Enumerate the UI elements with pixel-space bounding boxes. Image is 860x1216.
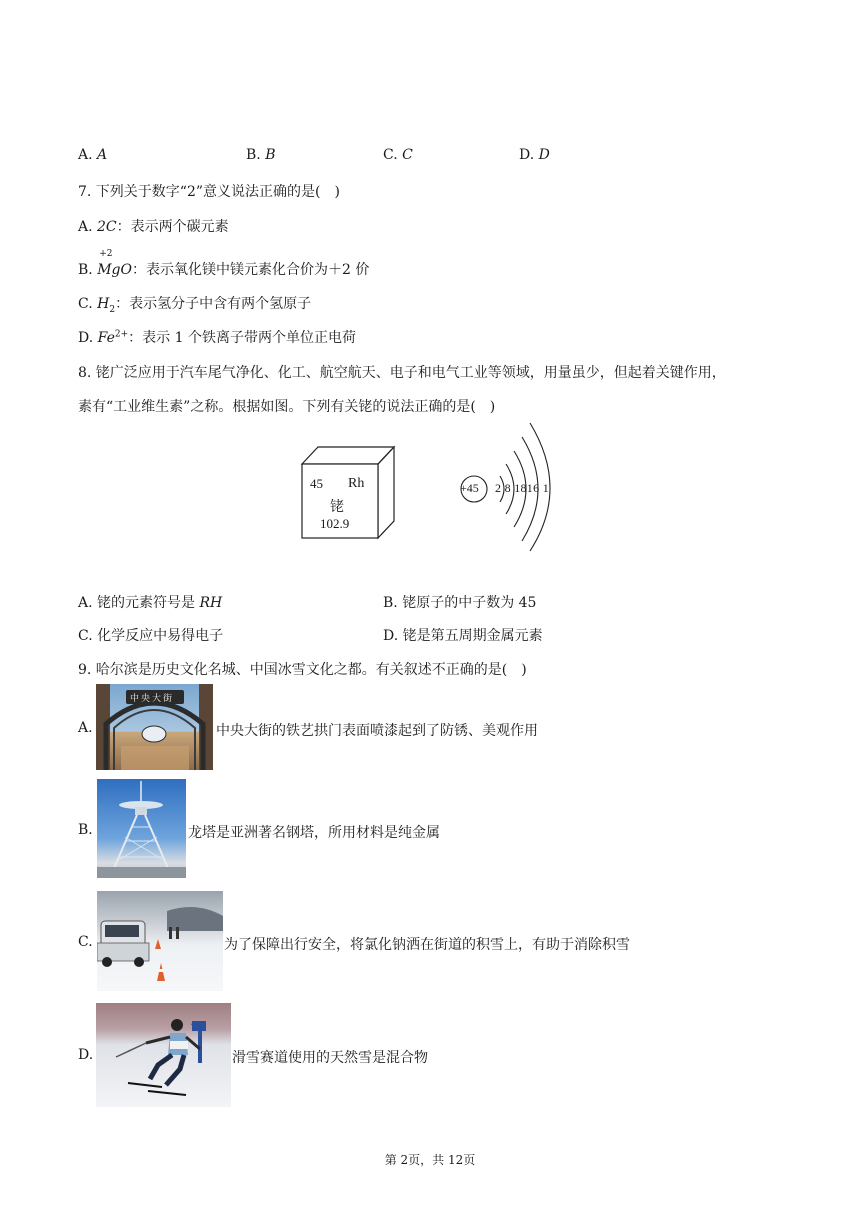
prev-option-b: B. B [246, 147, 276, 163]
nucleus-charge: +45 [460, 481, 479, 495]
element-name: 铑 [330, 499, 344, 515]
prev-option-a: A. A [78, 147, 108, 163]
atom-structure-figure [452, 418, 572, 553]
q9-option-d-text: 滑雪赛道使用的天然雪是混合物 [232, 1050, 428, 1066]
prev-option-c: C. C [383, 147, 413, 163]
atomic-number: 45 [310, 476, 323, 491]
q8-stem-line2: 素有“工业维生素”之称。根据如图。下列有关铑的说法正确的是( ) [78, 399, 496, 415]
q7-option-a: A. 2C：表示两个碳元素 [78, 219, 229, 235]
q8-stem-line1: 8. 铑广泛应用于汽车尾气净化、化工、航空航天、电子和电气工业等领域，用量虽少，但起着关键作用， [78, 365, 726, 381]
q8-option-c: C. 化学反应中易得电子 [78, 628, 224, 644]
valence-mark: +2 [99, 249, 113, 259]
q9-option-a-text: 中央大街的铁艺拱门表面喷漆起到了防锈、美观作用 [216, 723, 538, 739]
page-footer: 第 2页，共 12页 [384, 1153, 476, 1167]
arch-photo [96, 684, 213, 770]
q8-option-a: A. 铑的元素符号是 RH [78, 595, 223, 611]
q7-option-c: C. $H_2$：表示氢分子中含有两个氢原子 [78, 296, 312, 315]
atomic-mass: 102.9 [320, 516, 350, 531]
q7-option-b: B. +2 MgO：表示氧化镁中镁元素化合价为＋2 价 [78, 249, 370, 278]
q9-option-b-label: B. [78, 822, 93, 838]
tower-photo [97, 779, 186, 878]
q8-option-b: B. 铑原子的中子数为 45 [383, 595, 537, 611]
q7-option-d: D. $Fe^{2+}$：表示 1 个铁离子带两个单位正电荷 [78, 329, 356, 346]
q7-stem: 7. 下列关于数字“2”意义说法正确的是( ) [78, 184, 340, 200]
q9-option-c-label: C. [78, 934, 93, 950]
prev-option-d: D. D [519, 147, 550, 163]
electron-shells: 2 8 1816 1 [495, 481, 549, 495]
arch-sign: 中央大街 [130, 694, 175, 704]
skier-photo [96, 1003, 231, 1107]
q9-option-d-label: D. [78, 1047, 94, 1063]
snow-road-photo [97, 891, 223, 991]
element-cube-figure [298, 444, 398, 540]
q9-stem: 9. 哈尔滨是历史文化名城、中国冰雪文化之都。有关叙述不正确的是( ) [78, 662, 527, 678]
q9-option-b-text: 龙塔是亚洲著名钢塔，所用材料是纯金属 [188, 825, 440, 841]
q8-option-d: D. 铑是第五周期金属元素 [383, 628, 543, 644]
q9-option-c-text: 为了保障出行安全，将氯化钠洒在街道的积雪上，有助于消除积雪 [224, 937, 630, 953]
q9-option-a-label: A. [78, 720, 93, 736]
element-symbol: Rh [348, 476, 365, 491]
